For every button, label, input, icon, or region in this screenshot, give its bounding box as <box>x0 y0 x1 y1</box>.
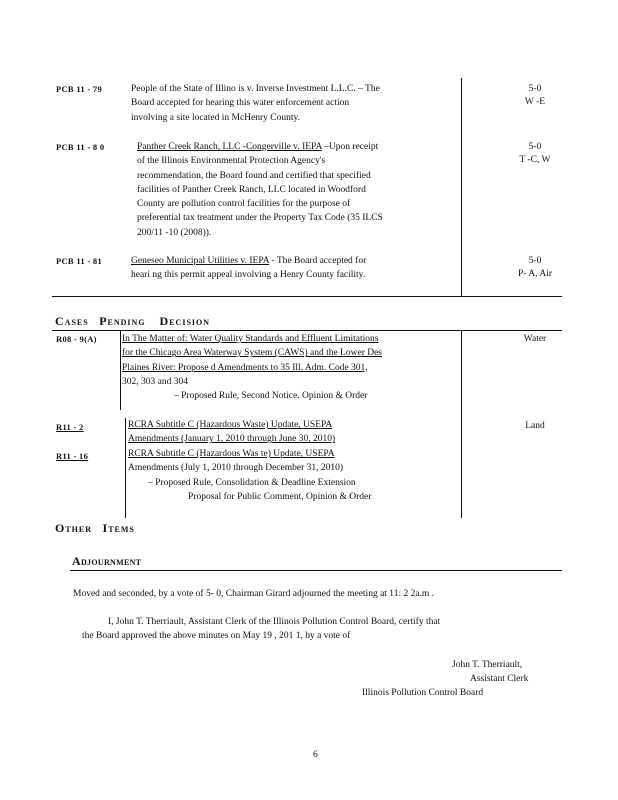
adjournment-heading: ADJOURNMENT <box>72 554 142 568</box>
case-vote <box>505 83 565 109</box>
pending-right-divider <box>461 330 462 518</box>
pending-table-top-rule <box>52 330 562 331</box>
docket-line[interactable]: RCRA Subtitle C (Hazardous Waste) Update, USEPA <box>128 420 333 430</box>
docket-line[interactable]: In The Matter of: Water Quality Standards and Effluent Limitations <box>122 334 379 344</box>
docket-line: Amendments (July 1, 2010 through December 31, 2010) <box>128 463 344 474</box>
docket-category: Land <box>525 421 545 431</box>
vote-category: W -E <box>524 97 546 107</box>
table-right-divider <box>461 78 462 297</box>
docket-line[interactable]: Amendments (January 1, 2010 through June 30, 2010) <box>128 434 336 445</box>
case-line: Panther Creek Ranch, LLC -Congerville v. IEPA –Upon receipt <box>137 142 379 152</box>
signature-name: John T. Therriault, <box>452 660 523 670</box>
case-line: facilities of Panther Creek Ranch, LLC located in Woodford <box>137 184 366 195</box>
case-title-link[interactable]: Geneseo Municipal Utilities v. IEPA <box>131 256 270 266</box>
case-description <box>131 254 366 283</box>
case-title-link[interactable]: Panther Creek Ranch, LLC -Congerville v. IEPA <box>137 142 322 152</box>
vote-category: T -C, W <box>519 155 551 165</box>
docket-category: Water <box>523 334 547 344</box>
signature-title: Assistant Clerk <box>470 674 529 684</box>
vote-count: 5-0 <box>528 84 542 94</box>
signature-organization: Illinois Pollution Control Board <box>362 688 484 698</box>
case-line: Geneseo Municipal Utilities v. IEPA - The Board accepted for <box>131 256 367 266</box>
case-line: Board accepted for hearing this water enforcement action <box>131 98 350 109</box>
pending-left-divider-2 <box>125 418 126 518</box>
case-line: of the Illinois Environmental Protection Agency's <box>137 156 326 167</box>
vote-count: 5-0 <box>528 142 542 152</box>
case-line: County are pollution control facilities for the purpose of <box>137 199 351 210</box>
cases-pending-heading: CASES PENDING DECISION <box>55 314 211 328</box>
docket-line: 302, 303 and 304 <box>122 376 188 387</box>
vote-count: 5-0 <box>528 256 542 266</box>
docket-description <box>128 447 371 504</box>
case-line: recommendation, the Board found and certified that specified <box>137 170 371 181</box>
docket-number[interactable]: R11 - 16 <box>56 451 89 461</box>
other-items-heading: OTHER ITEMS <box>55 521 135 535</box>
case-number: PCB 11 - 81 <box>56 256 103 266</box>
case-line: heari ng this permit appeal involving a Henry County facility. <box>131 270 366 281</box>
docket-description <box>128 418 335 447</box>
case-line: 200/11 -10 (2008)). <box>137 227 212 238</box>
case-vote <box>500 255 570 281</box>
pending-left-divider <box>120 330 121 410</box>
case-description <box>137 140 383 240</box>
docket-description <box>122 332 382 403</box>
case-line: People of the State of Illino is v. Inverse Investment L.L.C. – The <box>131 84 380 94</box>
docket-line[interactable]: RCRA Subtitle C (Hazardous Was te) Update, USEPA <box>128 449 335 459</box>
docket-line[interactable]: Plaines River: Propose d Amendments to 35 Ill. Adm. Code 301, <box>122 362 368 373</box>
docket-line[interactable]: for the Chicago Area Waterway System (CAWS) and the Lower Des <box>122 348 383 359</box>
case-vote <box>505 141 565 167</box>
table-bottom-rule <box>52 296 562 297</box>
docket-action: – Proposed Rule, Second Notice. Opinion & Order <box>174 391 368 402</box>
adjournment-text: Moved and seconded, by a vote of 5- 0, Chairman Girard adjourned the meeting at 11: 2 2a.m . <box>73 589 435 599</box>
case-line: involving a site located in McHenry County. <box>131 112 301 123</box>
certify-line: the Board approved the above minutes on May 19 , 201 1, by a vote of <box>82 631 351 642</box>
vote-category: P- A, Air <box>517 269 553 279</box>
certify-line: I, John T. Therriault, Assistant Clerk of the Illinois Pollution Control Board, certify that <box>108 617 441 627</box>
case-line: preferential tax treatment under the Property Tax Code (35 ILCS <box>137 213 383 224</box>
case-description <box>131 82 380 125</box>
case-number: PCB 11 - 8 0 <box>56 142 105 152</box>
case-number: PCB 11 - 79 <box>56 84 103 94</box>
certification-text <box>82 615 440 644</box>
adjournment-rule <box>70 570 562 571</box>
docket-action: Proposal for Public Comment, Opinion & Order <box>188 491 372 502</box>
docket-number: R08 - 9(A) <box>56 334 97 344</box>
docket-action: – Proposed Rule, Consolidation & Deadline Extension <box>148 477 356 488</box>
docket-number[interactable]: R11 - 2 <box>56 422 84 432</box>
page-number: 6 <box>313 750 318 760</box>
